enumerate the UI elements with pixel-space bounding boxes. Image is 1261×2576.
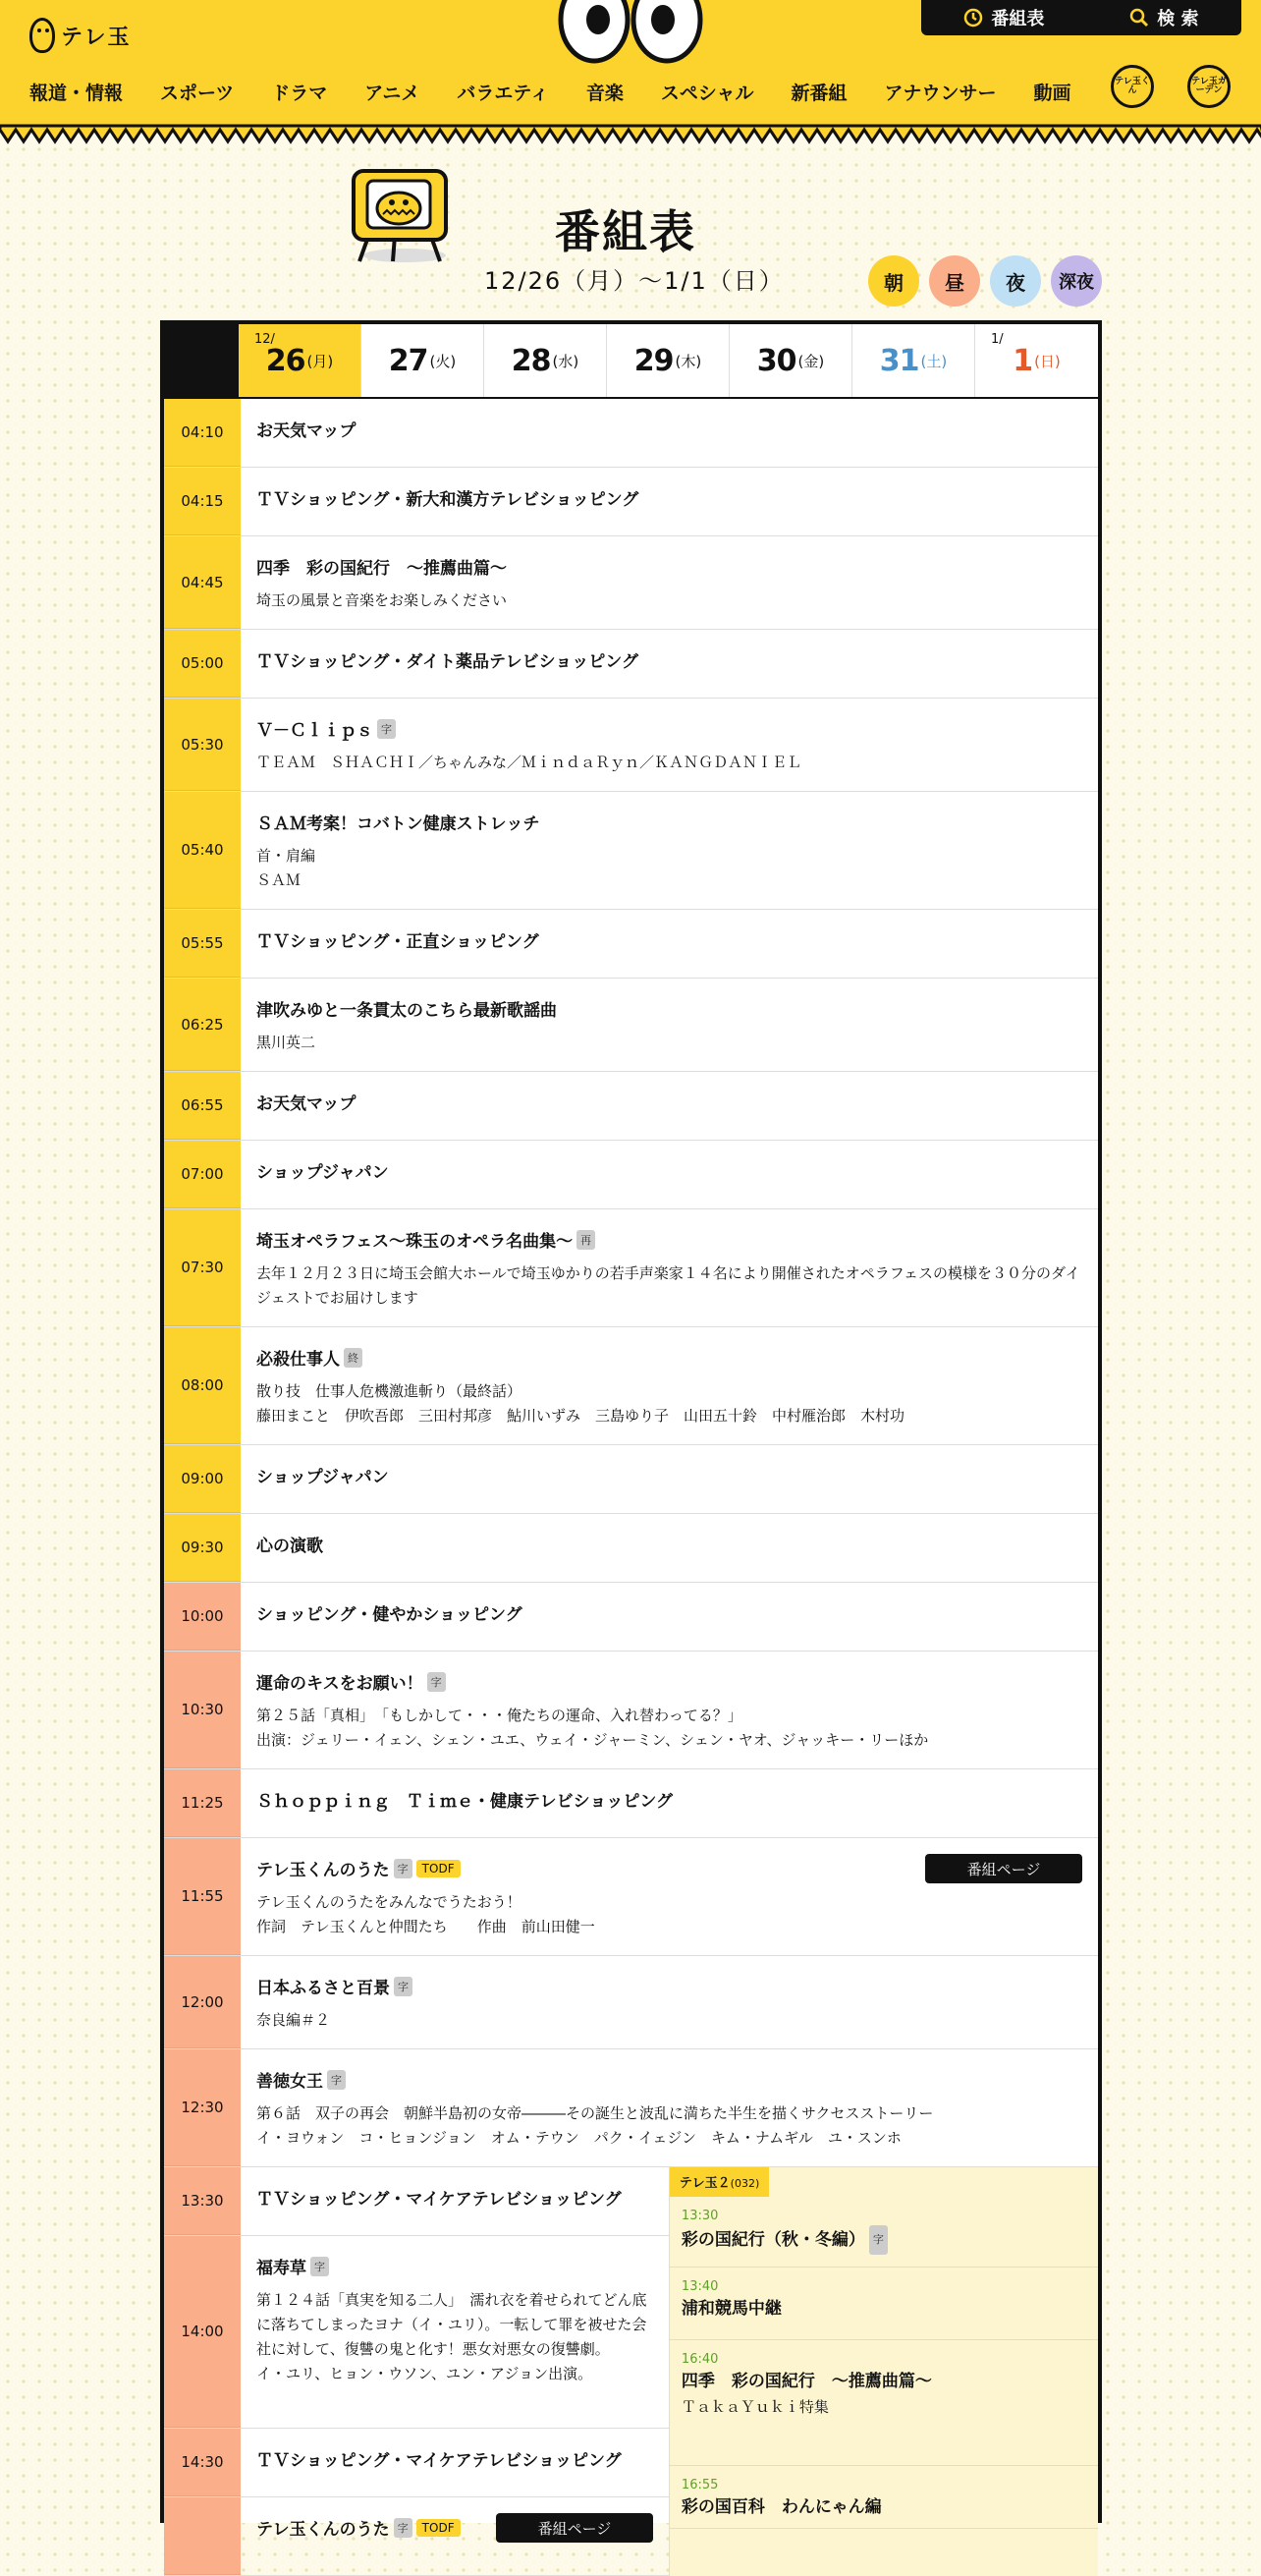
program-cell[interactable]	[241, 536, 1098, 629]
program-badge: 字	[869, 2225, 888, 2255]
program-row	[164, 1583, 1098, 1652]
program-description-line: イ・ユリ、ヒョン・ウソン、ユン・アジョン出演。	[256, 2365, 593, 2382]
time-cell: 09:30	[164, 1514, 241, 1582]
nav-videos[interactable]: 動画	[1033, 83, 1071, 104]
program-title-line	[256, 1463, 1082, 1487]
day-weekday: (金)	[797, 352, 825, 370]
program-title-line	[256, 554, 1082, 579]
program-title: 心の演歌	[256, 1537, 323, 1556]
program-cell[interactable]	[241, 910, 1098, 978]
morning-button[interactable]: 朝	[868, 255, 919, 307]
program-title: ＴＶショッピング・マイケアテレビショッピング	[256, 2190, 622, 2210]
program-title-line	[256, 2067, 1082, 2092]
program-row	[164, 1956, 1098, 2049]
time-cell: 13:30	[164, 2167, 241, 2235]
sub-program-title-line	[682, 2296, 1086, 2322]
night-button[interactable]: 夜	[990, 255, 1041, 307]
time-cell: 11:55	[164, 1838, 241, 1955]
program-page-button[interactable]: 番組ページ	[925, 1854, 1082, 1883]
program-row	[164, 1514, 1098, 1583]
program-title: ＳＡＭ考案！コバトン健康ストレッチ	[256, 814, 540, 834]
day-weekday: (水)	[552, 352, 579, 370]
sub-channel-name: テレ玉２	[679, 2176, 731, 2191]
program-title-line	[256, 2254, 653, 2278]
program-description-line: 第２５話「真相」 「もしかして・・・俺たちの運命、入れ替わってる？」	[256, 1707, 742, 1724]
day-tab[interactable]	[975, 324, 1098, 397]
program-badge: 字	[310, 2257, 329, 2276]
sub-program-time: 16:40	[681, 2352, 719, 2367]
time-cell: 06:55	[164, 1072, 241, 1140]
mascot-eyes-icon	[557, 0, 704, 63]
sub-program-title-line	[682, 2494, 1086, 2520]
time-cell: 07:00	[164, 1141, 241, 1208]
program-badge: 再	[576, 1230, 595, 1250]
program-title-line	[256, 1090, 1082, 1114]
program-title: ＴＶショッピング・正直ショッピング	[256, 932, 539, 952]
program-guide-button[interactable]	[963, 5, 1044, 30]
program-title-line	[256, 1600, 1082, 1625]
program-row	[164, 1769, 1098, 1838]
program-row	[164, 2167, 670, 2236]
day-number: 31	[879, 343, 919, 378]
day-weekday: (月)	[306, 352, 334, 370]
day-number: 27	[388, 343, 428, 378]
day-weekday: (日)	[1034, 352, 1061, 370]
day-month: 12/	[254, 332, 275, 347]
program-title: テレ玉くんのうた	[256, 1861, 390, 1880]
program-description-line: 藤田まこと 伊吹吾郎 三田村邦彦 鮎川いずみ 三島ゆり子 山田五十鈴 中村雁治郎 木村功	[256, 1407, 905, 1425]
program-title: テレ玉くんのうた	[256, 2520, 390, 2540]
time-cell: 06:25	[164, 979, 241, 1071]
sub-program-time: 13:30	[681, 2209, 719, 2223]
time-cell: 12:30	[164, 2049, 241, 2166]
program-title-line	[256, 1532, 1082, 1556]
program-description	[256, 1704, 1082, 1753]
program-row	[164, 399, 1098, 468]
program-row	[164, 792, 1098, 910]
time-cell: 04:10	[164, 399, 241, 467]
program-description-line: 奈良編＃２	[256, 2011, 331, 2029]
program-row	[164, 1838, 1098, 1956]
time-cell: 05:00	[164, 630, 241, 698]
split-section	[164, 2167, 1098, 2576]
program-description-line: 首・肩編	[256, 847, 316, 865]
program-title-line	[256, 716, 1082, 741]
sub-program-title: 彩の国百科 わんにゃん編	[681, 2497, 882, 2517]
program-title-line	[256, 810, 1082, 834]
time-cell: 12:00	[164, 1956, 241, 2048]
program-cell[interactable]	[241, 699, 1098, 791]
program-title-line	[256, 1227, 1082, 1252]
program-description	[256, 1379, 1082, 1428]
program-description	[256, 751, 1082, 775]
sub-program-item[interactable]	[670, 2197, 1098, 2268]
program-cell[interactable]	[241, 1514, 1098, 1582]
program-cell[interactable]	[241, 979, 1098, 1071]
site-header	[0, 0, 1261, 128]
program-description	[256, 1261, 1082, 1311]
day-tab[interactable]	[730, 324, 852, 397]
day-tab[interactable]	[607, 324, 730, 397]
day-weekday: (土)	[920, 352, 948, 370]
day-number: 28	[511, 343, 551, 378]
search-label: 検 索	[1157, 9, 1199, 29]
time-cell: 10:30	[164, 1652, 241, 1768]
program-cell[interactable]	[241, 1141, 1098, 1208]
program-row	[164, 2236, 670, 2429]
program-cell[interactable]	[241, 2429, 669, 2496]
program-title: ショップジャパン	[256, 1468, 389, 1487]
sub-program-description: ＴａｋａＹｕｋｉ特集	[681, 2398, 829, 2416]
program-description	[256, 2101, 1082, 2151]
page-title: 番組表	[555, 205, 696, 258]
day-tabs	[164, 324, 1098, 399]
tv-mascot-icon	[346, 165, 454, 265]
sub-channel-column	[670, 2167, 1098, 2576]
sub-program-time: 16:55	[681, 2478, 719, 2492]
program-row	[164, 2497, 670, 2576]
program-title: 善徳女王	[256, 2072, 323, 2092]
sub-program-item[interactable]	[670, 2340, 1098, 2466]
program-row	[164, 1072, 1098, 1141]
teletama-bird-icon	[29, 18, 55, 53]
program-title: 日本ふるさと百景	[256, 1979, 390, 1998]
teletama-kun-link[interactable]	[1111, 65, 1154, 108]
teletama-garden-link[interactable]	[1187, 65, 1231, 108]
program-row	[164, 468, 1098, 536]
program-description-line: 黒川英二	[256, 1034, 316, 1051]
program-cell[interactable]	[241, 1583, 1098, 1651]
program-row	[164, 2429, 670, 2497]
program-title: お天気マップ	[256, 421, 356, 441]
program-description-line: 埼玉の風景と音楽をお楽しみください	[256, 591, 508, 609]
program-cell[interactable]	[241, 1838, 1098, 1955]
program-row	[164, 979, 1098, 1072]
program-title: 運命のキスをお願い！	[256, 1674, 423, 1694]
program-badge: 字	[327, 2070, 346, 2090]
program-cell[interactable]	[241, 1652, 1098, 1768]
program-title-line	[256, 927, 1082, 952]
time-cell: 14:00	[164, 2236, 241, 2428]
noon-button[interactable]: 昼	[929, 255, 980, 307]
top-menu-bar	[921, 0, 1241, 35]
program-title-line	[256, 1787, 1082, 1812]
todf-badge: TODF	[416, 2519, 461, 2537]
program-description	[256, 1031, 1082, 1055]
program-description	[256, 2008, 1082, 2033]
program-title-line	[256, 485, 1082, 510]
program-guide-label: 番組表	[991, 9, 1045, 29]
sub-program-time: 13:40	[681, 2279, 719, 2294]
program-description-line: イ・ヨウォン コ・ヒョンジョン オム・テウン パク・イェジン キム・ナムギル ユ・スンホ	[256, 2129, 902, 2147]
program-cell[interactable]	[241, 792, 1098, 909]
program-title-line	[256, 1345, 1082, 1370]
program-description-line: 第６話 双子の再会 朝鮮半島初の女帝―――その誕生と波乱に満ちた半生を描くサクセスストーリー	[256, 2104, 934, 2122]
time-cell: 11:25	[164, 1769, 241, 1837]
sub-channel-code: (032)	[730, 2177, 760, 2190]
sub-program-item[interactable]	[670, 2466, 1098, 2529]
nav-variety[interactable]: バラエティ	[457, 83, 549, 104]
time-cell: 08:00	[164, 1327, 241, 1444]
program-row	[164, 1327, 1098, 1445]
program-cell[interactable]	[241, 468, 1098, 535]
program-description-line: テレ玉くんのうたをみんなでうたおう！	[256, 1893, 521, 1911]
search-button[interactable]	[1129, 5, 1198, 30]
program-row	[164, 1445, 1098, 1514]
nav-new-programs[interactable]: 新番組	[791, 83, 848, 104]
sub-program-title-line	[682, 2225, 1086, 2255]
program-title: ＴＶショッピング・マイケアテレビショッピング	[256, 2451, 622, 2471]
day-weekday: (火)	[429, 352, 457, 370]
program-title: ＴＶショッピング・新大和漢方テレビショッピング	[256, 490, 639, 510]
program-badge: 字	[427, 1672, 446, 1692]
day-tab[interactable]	[484, 324, 607, 397]
program-badge: 字	[394, 1859, 412, 1878]
late-night-button[interactable]: 深夜	[1051, 255, 1102, 307]
program-title-line	[256, 2185, 653, 2210]
program-description-line: ＴＥＡＭ ＳＨＡＣＨＩ／ちゃんみな／ＭｉｎｄａＲｙｎ／ＫＡＮＧＤＡＮＩＥＬ	[256, 754, 802, 771]
search-icon	[1129, 8, 1149, 28]
program-cell[interactable]	[241, 1769, 1098, 1837]
main-nav	[29, 79, 1071, 105]
program-title: 埼玉オペラフェス～珠玉のオペラ名曲集～	[256, 1232, 574, 1252]
program-title-line	[256, 417, 1082, 441]
sub-program-title: 彩の国紀行（秋・冬編）	[681, 2230, 865, 2250]
day-tab[interactable]	[852, 324, 975, 397]
time-cell: 05:30	[164, 699, 241, 791]
program-badge: 字	[394, 2518, 412, 2538]
program-cell[interactable]	[241, 1327, 1098, 1444]
program-title-line	[256, 996, 1082, 1021]
program-title: 四季 彩の国紀行 ～推薦曲篇～	[256, 559, 507, 579]
time-cell: 09:00	[164, 1445, 241, 1513]
program-description-line: 作詞 テレ玉くんと仲間たち 作曲 前山田健一	[256, 1918, 595, 1935]
schedule-table	[160, 320, 1102, 2540]
program-cell[interactable]	[241, 2049, 1098, 2166]
program-cell[interactable]	[241, 2497, 669, 2575]
logo-text: テレ玉	[61, 25, 132, 50]
program-badge: 終	[344, 1348, 362, 1368]
time-cell	[164, 2497, 241, 2575]
program-title: ショッピング・健やかショッピング	[256, 1605, 522, 1625]
day-weekday: (木)	[675, 352, 702, 370]
program-row	[164, 1652, 1098, 1769]
day-number: 1	[1013, 343, 1033, 378]
program-row	[164, 910, 1098, 979]
program-title-line	[256, 647, 1082, 672]
nav-news[interactable]: 報道・情報	[29, 83, 124, 104]
nav-drama[interactable]: ドラマ	[271, 83, 328, 104]
sub-channel-label	[670, 2167, 769, 2197]
program-row	[164, 2049, 1098, 2167]
day-tabs-corner	[164, 324, 239, 397]
program-title: Ｓｈｏｐｐｉｎｇ Ｔｉｍｅ・健康テレビショッピング	[256, 1792, 673, 1812]
program-row	[164, 630, 1098, 699]
time-cell: 10:00	[164, 1583, 241, 1651]
day-number: 30	[756, 343, 796, 378]
program-row	[164, 699, 1098, 792]
nav-music[interactable]: 音楽	[585, 83, 624, 104]
nav-special[interactable]: スペシャル	[660, 83, 754, 104]
site-logo[interactable]	[29, 18, 132, 53]
program-cell[interactable]	[241, 630, 1098, 698]
program-title-line	[256, 1158, 1082, 1183]
program-cell[interactable]	[241, 1072, 1098, 1140]
nav-anime[interactable]: アニメ	[364, 83, 420, 104]
program-description-line: 去年１２月２３日に埼玉会館大ホールで埼玉ゆかりの若手声楽家１４名により開催されたオペラフェスの模様を３０分のダイジェストでお届けします	[256, 1264, 1080, 1307]
nav-announcers[interactable]: アナウンサー	[884, 83, 997, 104]
program-title: 福寿草	[256, 2259, 306, 2278]
time-cell: 07:30	[164, 1209, 241, 1326]
day-number: 29	[633, 343, 674, 378]
program-cell[interactable]	[241, 399, 1098, 467]
program-cell[interactable]	[241, 2167, 669, 2235]
sub-program-title: 四季 彩の国紀行 ～推薦曲篇～	[681, 2372, 932, 2391]
program-cell[interactable]	[241, 1209, 1098, 1326]
time-cell: 04:15	[164, 468, 241, 535]
program-title-line	[256, 2446, 653, 2471]
day-number: 26	[265, 343, 305, 378]
teletama-garden-icon: テレ玉ガーデン	[1191, 77, 1227, 95]
time-cell: 05:55	[164, 910, 241, 978]
day-tab[interactable]	[361, 324, 484, 397]
time-cell: 04:45	[164, 536, 241, 629]
program-description	[256, 588, 1082, 613]
program-cell[interactable]	[241, 1445, 1098, 1513]
todf-badge: TODF	[416, 1860, 461, 1877]
program-cell[interactable]	[241, 2236, 669, 2428]
program-title: 必殺仕事人	[256, 1350, 340, 1370]
program-description	[256, 1890, 1082, 1939]
program-title: 津吹みゆと一条貫太のこちら最新歌謡曲	[256, 1001, 557, 1021]
program-title: ＴＶショッピング・ダイト薬品テレビショッピング	[256, 652, 638, 672]
time-cell: 14:30	[164, 2429, 241, 2496]
sub-program-item[interactable]	[670, 2268, 1098, 2340]
program-row	[164, 1141, 1098, 1209]
clock-icon	[963, 8, 983, 28]
program-description-line: 出演：ジェリー・イェン、シェン・ユエ、ウェイ・ジャーミン、シェン・ヤオ、ジャッキー・リーほか	[256, 1731, 929, 1749]
program-description	[256, 844, 1082, 893]
date-range: 12/26（月）〜1/1（日）	[484, 267, 785, 295]
program-row	[164, 536, 1098, 630]
program-badge: 字	[377, 719, 396, 739]
program-cell[interactable]	[241, 1956, 1098, 2048]
program-title-line	[256, 1974, 1082, 1998]
program-title: Ｖ－Ｃｌｉｐｓ	[256, 721, 373, 741]
nav-sports[interactable]: スポーツ	[160, 83, 235, 104]
sub-program-title-line	[682, 2369, 1086, 2394]
program-description-line: 第１２４話「真実を知る二人」 濡れ衣を着せられてどん底に落ちてしまったヨナ（イ・ユリ）。一転して罪を被せた会社に対して、復讐の鬼と化す！悪女対悪女の復讐劇。	[256, 2291, 647, 2358]
program-badge: 字	[394, 1977, 412, 1996]
header-zigzag-edge	[0, 126, 1261, 147]
program-row	[164, 1209, 1098, 1327]
day-tab[interactable]	[239, 324, 361, 397]
program-page-button[interactable]: 番組ページ	[496, 2513, 653, 2543]
program-description-line: 散り技 仕事人危機激進斬り（最終話）	[256, 1382, 522, 1400]
main-channel-column	[164, 2167, 670, 2576]
program-title: ショップジャパン	[256, 1163, 389, 1183]
program-description-line: ＳＡＭ	[256, 871, 302, 889]
teletama-kun-icon: テレ玉くん	[1115, 77, 1150, 95]
sub-program-title: 浦和競馬中継	[681, 2299, 782, 2319]
time-cell: 05:40	[164, 792, 241, 909]
program-title: お天気マップ	[256, 1094, 356, 1114]
program-title-line	[256, 1669, 1082, 1694]
day-month: 1/	[991, 332, 1004, 347]
program-description	[256, 2288, 653, 2386]
